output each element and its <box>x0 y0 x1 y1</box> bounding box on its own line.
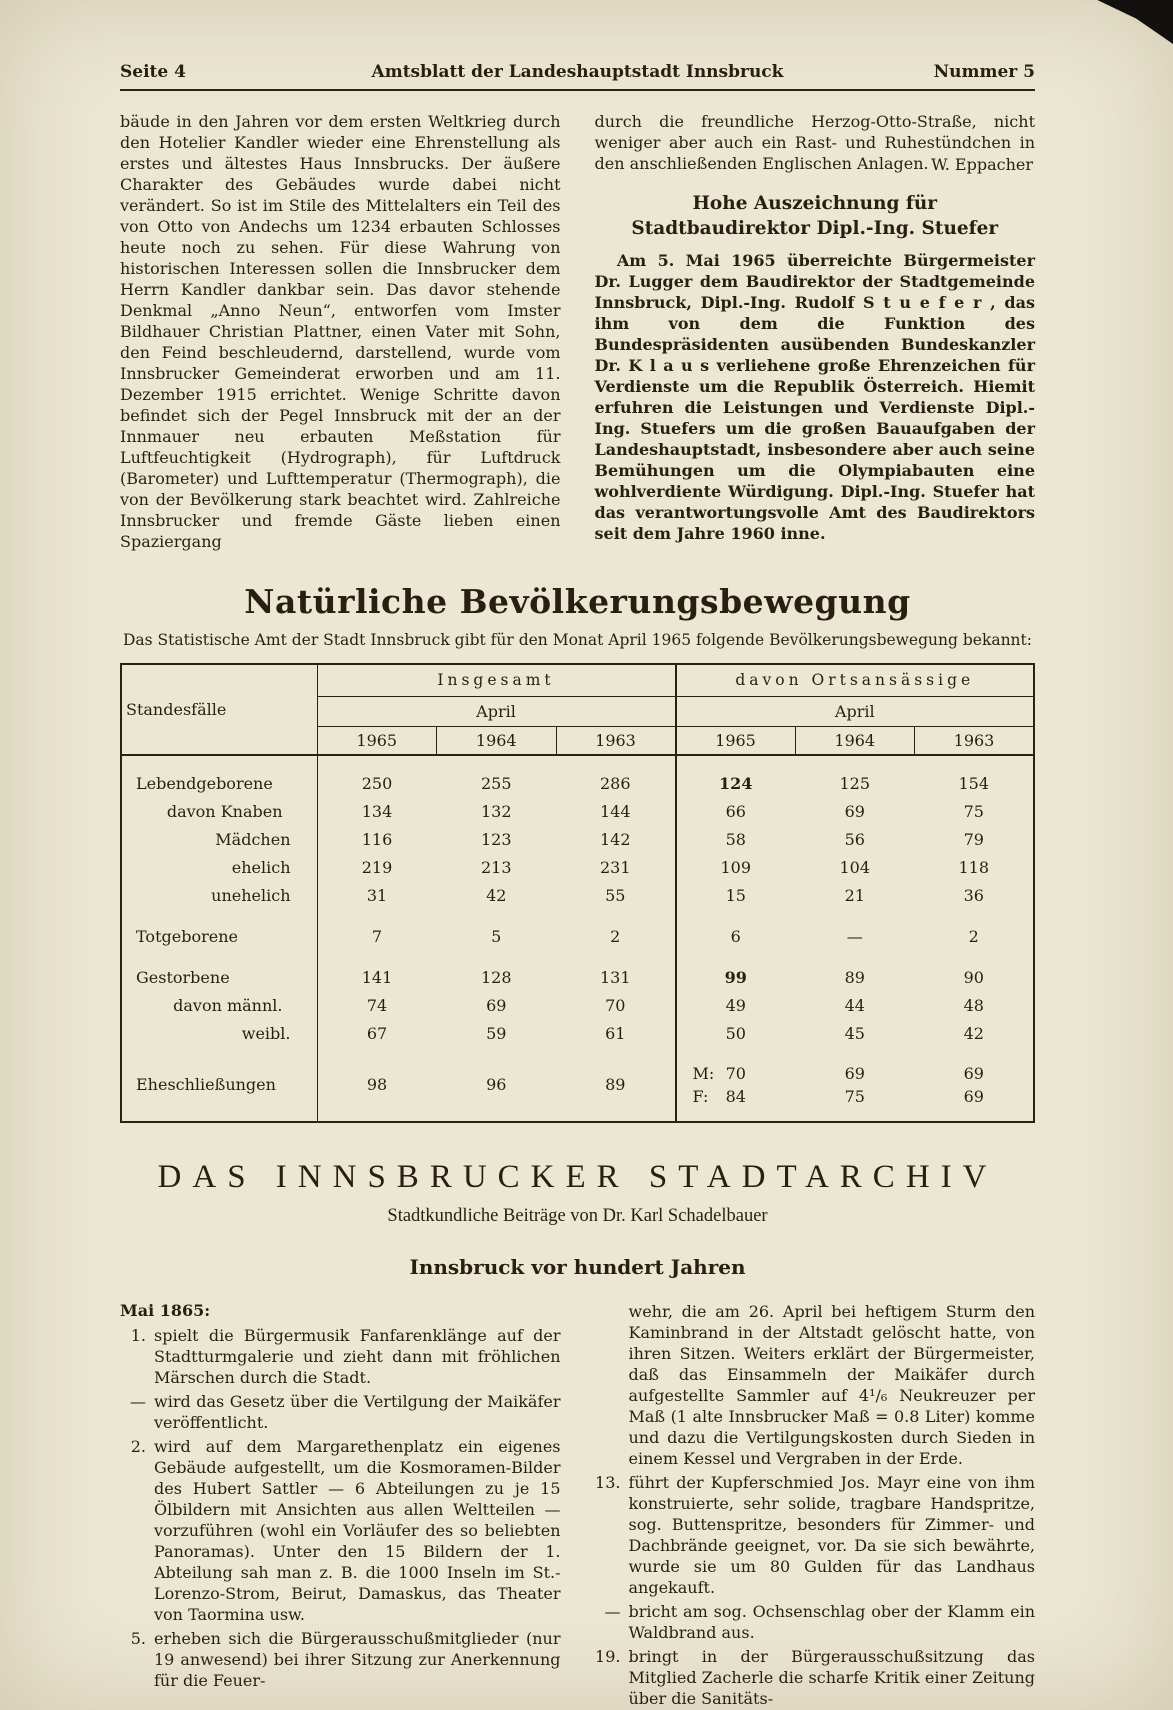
stat-cell: 104 <box>839 858 871 877</box>
stat-cell-marriage-1963 <box>915 1048 1035 1122</box>
stat-cell: 90 <box>963 968 984 987</box>
table-head <box>121 664 1034 755</box>
stat-cell: 31 <box>366 886 388 905</box>
stat-cell: 74 <box>366 996 388 1015</box>
stat-cell: 61 <box>605 1024 626 1043</box>
population-table <box>120 663 1035 1123</box>
stat-cell: 69 <box>486 996 507 1015</box>
row-label: Totgeborene <box>121 910 317 951</box>
award-article-text: Am 5. Mai 1965 überreichte Bürgermeister Dr. Lugger dem Baudirektor der Stadtgemeinde Innsbruck, Dipl.-Ing. Rudolf S t u e f e r , das ihm von dem die Funktion des Bundespräsidenten ausübenden Bundeskanzler Dr. K l a u s verliehene große Ehrenzeichen für Verdienste um die Republik Österreich. Hiemit erfuhren die Leistungen und Verdienste Dipl.-Ing. Stuefers um die großen Bauaufgaben der Landeshauptstadt, insbesondere aber auch seine Bemühungen um die Olympiabauten eine wohlverdiente Würdigung. Dipl.-Ing. Stuefer hat das verantwortungsvolle Amt des Baudirektors seit dem Jahre 1960 inne. <box>594 251 1035 543</box>
stat-cell: 49 <box>676 992 796 1020</box>
row-label: Mädchen <box>121 826 317 854</box>
population-statistics-section <box>120 582 1035 1123</box>
stat-cell: 124 <box>676 755 796 798</box>
hundred-years-heading: Innsbruck vor hundert Jahren <box>409 1255 746 1279</box>
stat-value: 75 <box>844 1087 865 1106</box>
stat-cell: 2 <box>968 927 979 946</box>
stat-cell: 89 <box>605 1075 626 1094</box>
table-row-unehelich <box>121 882 1034 910</box>
item-marker: 1. <box>130 1326 146 1345</box>
stat-value: 70 <box>725 1064 746 1083</box>
stat-cell: 5 <box>491 927 502 946</box>
stat-cell: 144 <box>599 802 631 821</box>
stat-cell: 7 <box>371 927 383 946</box>
table-row-eheschliessungen <box>121 1048 1034 1122</box>
stat-cell: 42 <box>963 1024 984 1043</box>
stat-cell: 48 <box>963 996 984 1015</box>
item-text: wird das Gesetz über die Vertilgung der Maikäfer veröffentlicht. <box>154 1392 561 1432</box>
stat-cell: 66 <box>676 798 796 826</box>
row-label: Eheschließungen <box>121 1048 317 1122</box>
stat-cell: 109 <box>676 854 796 882</box>
author-signature: W. Eppacher <box>931 155 1033 174</box>
stat-cell: 36 <box>963 886 984 905</box>
row-label: Lebendgeborene <box>121 755 317 798</box>
year-header: 1964 <box>795 726 915 755</box>
stat-cell: 55 <box>605 886 626 905</box>
stat-value: 69 <box>963 1087 984 1106</box>
stat-cell: 89 <box>844 968 865 987</box>
item-marker: 19. <box>595 1647 621 1666</box>
stat-cell: 118 <box>958 858 990 877</box>
stat-cell-marriage-1965 <box>676 1048 796 1122</box>
table-row-ehelich <box>121 854 1034 882</box>
year-header: 1965 <box>317 726 437 755</box>
top-articles <box>120 111 1035 552</box>
item-marker: 5. <box>130 1629 146 1648</box>
year-header: 1965 <box>676 726 796 755</box>
table-row-davon-maennl <box>121 992 1034 1020</box>
year-header: 1963 <box>556 726 676 755</box>
stadtarchiv-section <box>120 1159 1035 1710</box>
item-text: führt der Kupferschmied Jos. Mayr eine von ihm konstruierte, sehr solide, tragbare Handspritze, sog. Buttenspritze, besonders für Zimmer- und Dachbrände geeignet, vor. Da sie sich bewährte, wurde sie um 80 Gulden für das Landhaus angekauft. <box>628 1473 1035 1597</box>
article-end-text: durch die freundliche Herzog-Otto-Straße, nicht weniger aber auch ein Rast- und Ruhestündchen in den anschließenden Englischen Anlagen. <box>594 112 1035 173</box>
stats-title: Natürliche Bevölkerungsbewegung <box>244 582 911 621</box>
stat-cell: 250 <box>361 774 393 793</box>
award-article-heading <box>595 191 1036 241</box>
chronicle-columns <box>120 1301 1035 1710</box>
stat-cell: 134 <box>361 802 393 821</box>
stat-cell-marriage-1964 <box>795 1048 915 1122</box>
issue-number: Nummer 5 <box>933 62 1035 82</box>
stat-cell: 21 <box>844 886 865 905</box>
page-number: Seite 4 <box>120 62 186 82</box>
chronicle-left-column <box>120 1301 561 1710</box>
row-label: weibl. <box>121 1020 317 1048</box>
stat-cell: 2 <box>610 927 621 946</box>
continuation-text: wehr, die am 26. April bei heftigem Sturm den Kaminbrand in der Altstadt gelöscht hatte, von ihren Sitzen. Weiters erklärt der Bürgermeister, daß das Einsammeln der Maikäfer durch aufgestellte Sammler auf 4¹/₆ Neukreuzer per Maß (1 alte Innsbrucker Maß = 0.8 Liter) komme und dazu die Vertilgungskosten durch Sieden in einem Kessel und Vergraben in der Erde. <box>628 1302 1035 1468</box>
table-row-weibl <box>121 1020 1034 1048</box>
stat-cell: 44 <box>844 996 865 1015</box>
stat-cell: 125 <box>839 774 871 793</box>
stadtarchiv-subtitle: Stadtkundliche Beiträge von Dr. Karl Schadelbauer <box>387 1206 768 1226</box>
row-label: unehelich <box>121 882 317 910</box>
month-header-insgesamt: April <box>317 696 676 726</box>
stat-cell: 15 <box>676 882 796 910</box>
stadtarchiv-title: DAS INNSBRUCKER STADTARCHIV <box>157 1159 998 1195</box>
list-item <box>120 1391 561 1433</box>
stat-cell: 59 <box>486 1024 507 1043</box>
article-end-paragraph <box>595 111 1036 174</box>
item-marker: 13. <box>595 1473 621 1492</box>
item-marker: 2. <box>130 1437 146 1456</box>
list-item <box>595 1601 1036 1643</box>
list-item <box>120 1325 561 1388</box>
table-row-davon-knaben <box>121 798 1034 826</box>
stat-cell: 69 <box>844 802 865 821</box>
list-item <box>120 1436 561 1625</box>
stat-cell: 99 <box>676 951 796 992</box>
stat-cell: 116 <box>361 830 393 849</box>
article-continuation-text: bäude in den Jahren vor dem ersten Weltkrieg durch den Hotelier Kandler wieder eine Ehrenstellung als erstes und ältestes Haus Innsbrucks. Der äußere Charakter des Gebäudes wurde dabei nicht verändert. So ist im Stile des Mittelalters ein Teil des von Otto von Andechs um 1234 erbauten Schlosses heute noch zu sehen. Für diese Wahrung von historischen Interessen sollen die Innsbrucker dem Herrn Kandler dankbar sein. Das davor stehende Denkmal „Anno Neun“, entworfen vom Imster Bildhauer Christian Plattner, einen Vater mit Sohn, den Feind beschleudernd, darstellend, wurde vom Innsbrucker Gemeinderat erworben und am 11. Dezember 1915 errichtet. Wenige Schritte davon befindet sich der Pegel Innsbruck mit der an der Innmauer neu erbauten Meßstation für Luftfeuchtigkeit (Hydrograph), für Luftdruck (Barometer) und Lufttemperatur (Thermograph), die von der Bevölkerung stark beachtet wird. Zahlreiche Innsbrucker und fremde Gäste lieben einen Spaziergang <box>120 112 561 551</box>
stat-value: 69 <box>844 1064 865 1083</box>
stat-cell: 75 <box>963 802 984 821</box>
item-text: bricht am sog. Ochsenschlag ober der Klamm ein Waldbrand aus. <box>628 1602 1035 1642</box>
date-heading: Mai 1865: <box>120 1301 211 1320</box>
right-column <box>595 111 1036 552</box>
stat-cell: 42 <box>486 886 507 905</box>
col-group-ortsansaessige: davon Ortsansässige <box>676 664 1035 696</box>
stat-cell: 213 <box>480 858 512 877</box>
item-text: spielt die Bürgermusik Fanfarenklänge auf der Stadtturmgalerie und zieht dann mit fröhlichen Märschen durch die Stadt. <box>154 1326 561 1387</box>
year-header: 1964 <box>437 726 557 755</box>
table-row-gestorbene <box>121 951 1034 992</box>
item-text: erheben sich die Bürgerausschußmitglieder (nur 19 anwesend) bei ihrer Sitzung zur Anerkennung für die Feuer- <box>154 1629 561 1690</box>
table-row-maedchen <box>121 826 1034 854</box>
table-row-lebendgeborene <box>121 755 1034 798</box>
running-head <box>120 0 1035 82</box>
stat-cell: 98 <box>366 1075 388 1094</box>
stat-cell: 255 <box>480 774 512 793</box>
month-header-ortsansaessige: April <box>676 696 1035 726</box>
left-column <box>120 111 561 552</box>
stat-cell: 79 <box>963 830 984 849</box>
year-header: 1963 <box>915 726 1035 755</box>
stat-cell: 154 <box>958 774 990 793</box>
male-tag: M: <box>692 1064 715 1083</box>
stat-cell: 131 <box>599 968 631 987</box>
stat-cell: 67 <box>366 1024 388 1043</box>
header-rule <box>120 89 1035 91</box>
chronicle-right-column <box>595 1301 1036 1710</box>
stat-cell: — <box>846 927 863 946</box>
award-heading-line1: Hohe Auszeichnung für <box>692 193 938 214</box>
stat-value: 69 <box>963 1064 984 1083</box>
stat-cell: 231 <box>599 858 631 877</box>
stat-cell: 58 <box>676 826 796 854</box>
table-body <box>121 755 1034 1122</box>
row-label: Gestorbene <box>121 951 317 992</box>
item-marker: — <box>604 1602 621 1621</box>
list-item <box>120 1628 561 1691</box>
stat-cell: 128 <box>480 968 512 987</box>
stat-cell: 6 <box>676 910 796 951</box>
masthead-title: Amtsblatt der Landeshauptstadt Innsbruck <box>371 62 784 82</box>
list-item <box>595 1646 1036 1709</box>
scan-corner-artifact <box>1085 0 1173 44</box>
row-label: davon Knaben <box>121 798 317 826</box>
stat-cell: 45 <box>844 1024 865 1043</box>
stat-cell: 142 <box>599 830 631 849</box>
table-row-totgeborene <box>121 910 1034 951</box>
stat-cell: 132 <box>480 802 512 821</box>
item-text: bringt in der Bürgerausschußsitzung das Mitglied Zacherle die scharfe Kritik einer Zeitung über die Sanitäts- <box>628 1647 1035 1708</box>
stat-value: 84 <box>725 1087 746 1106</box>
stats-intro: Das Statistische Amt der Stadt Innsbruck gibt für den Monat April 1965 folgende Bevölkerungsbewegung bekannt: <box>123 631 1032 649</box>
female-tag: F: <box>692 1087 709 1106</box>
row-label: ehelich <box>121 854 317 882</box>
item-marker: — <box>130 1392 146 1411</box>
stat-cell: 123 <box>480 830 512 849</box>
item-text: wird auf dem Margarethenplatz ein eigenes Gebäude aufgestellt, um die Kosmoramen-Bilder des Hubert Sattler — 6 Abteilungen zu je 15 Ölbildern mit Ansichten aus allen Weltteilen — vorzuführen (wohl ein Vorläufer des so beliebten Panoramas). Unter den 15 Bildern der 1. Abteilung sah man z. B. die 1000 Inseln im St.-Lorenzo-Strom, Beirut, Damaskus, das Theater von Taormina usw. <box>154 1437 561 1624</box>
row-label: davon männl. <box>121 992 317 1020</box>
stat-cell: 141 <box>361 968 393 987</box>
award-heading-line2: Stadtbaudirektor Dipl.-Ing. Stuefer <box>631 218 999 239</box>
stat-cell: 219 <box>361 858 393 877</box>
col-header-standesfaelle: Standesfälle <box>121 664 317 755</box>
stat-cell: 50 <box>676 1020 796 1048</box>
list-item <box>595 1472 1036 1598</box>
stat-cell: 286 <box>599 774 631 793</box>
stat-cell: 96 <box>486 1075 507 1094</box>
col-group-insgesamt: Insgesamt <box>317 664 676 696</box>
stat-cell: 70 <box>605 996 626 1015</box>
stat-cell: 56 <box>844 830 865 849</box>
